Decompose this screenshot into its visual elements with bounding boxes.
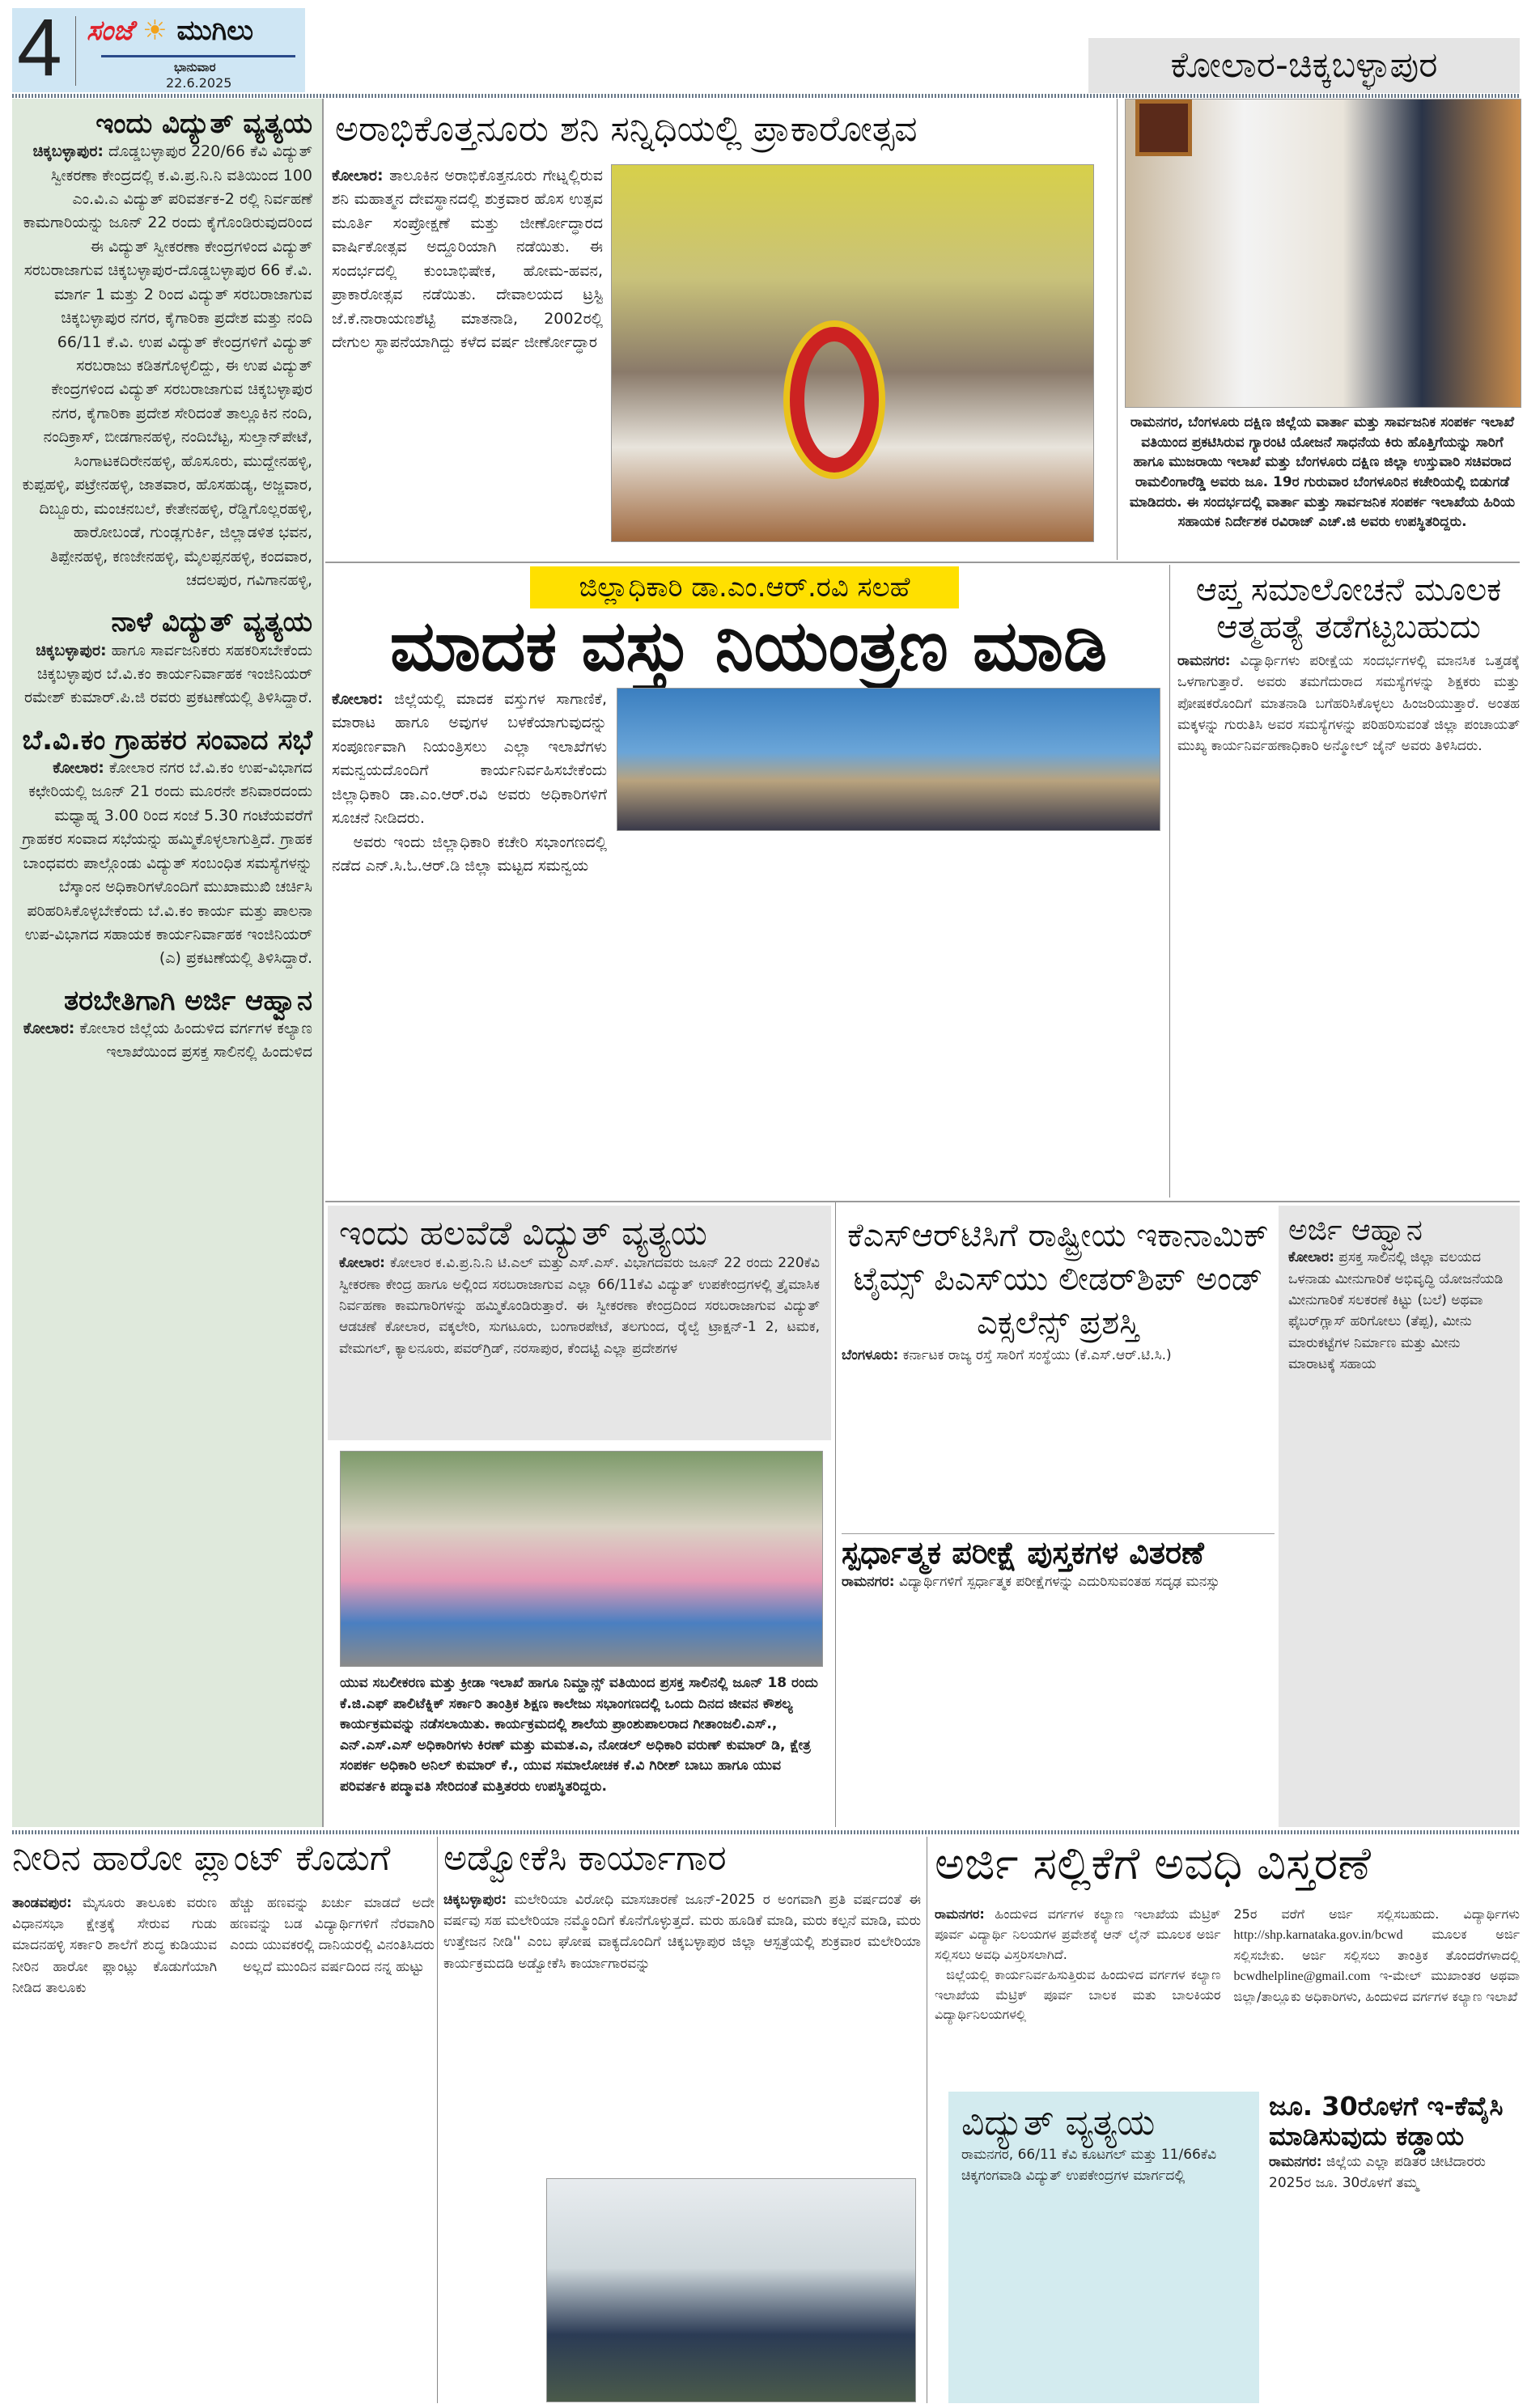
- article-body: ಕೋಲಾರ ಕ.ವಿ.ಪ್ರ.ನಿ.ನಿ ಟಿ.ಎಲ್ ಮತ್ತು ಎಸ್.ಎಸ್. ವಿಭಾಗದವರು ಜೂನ್ 22 ರಂದು 220ಕೆವಿ ಸ್ವೀಕರಣಾ ಕೇಂದ್ರ ಹಾಗೂ ಅಲ್ಲಿಂದ ಸರಬರಾಜಾಗುವ ಎಲ್ಲಾ 66/11ಕೆವಿ ವಿದ್ಯುತ್ ಉಪಕೇಂದ್ರಗಳಲ್ಲಿ ತ್ರೈಮಾಸಿಕ ನಿರ್ವಹಣಾ ಕಾಮಗಾರಿಗಳನ್ನು ಹಮ್ಮಿಕೊಂಡಿರುತ್ತಾರೆ. ಈ ಸ್ವೀಕರಣಾ ಕೇಂದ್ರದಿಂದ ಸರಬರಾಜಾಗುವ ವಿದ್ಯುತ್ ಆಡಚಣೆ ಕೋಲಾರ, ವಕ್ಕಲೇರಿ, ಸುಗಟೂರು, ಬಂಗಾರಪೇಟೆ, ತಲಗುಂದ, ರೈಲ್ವೆ ಟ್ರಾಕ್ಷನ್-1 2, ಟಮಕ, ವೇಮಗಲ್, ಕ್ಯಾಲನೂರು, ಪವರ್‌ಗ್ರಿಡ್, ನರಸಾಪುರ, ಕೆಂದಟ್ಟಿ ಎಲ್ಲಾ ಪ್ರದೇಶಗಳ: [339, 1255, 821, 1357]
- bottom-divider: [12, 1830, 1520, 1834]
- dateline: ಕೋಲಾರ:: [1288, 1249, 1334, 1266]
- life-skills-group-photo: [340, 1451, 823, 1667]
- article-body: ರಾಮನಗರ, 66/11 ಕೆವಿ ಕೂಟಗಲ್ ಮತ್ತು 11/66ಕೆವಿ ಚಿಕ್ಕಗಂಗವಾಡಿ ವಿದ್ಯುತ್ ಉಪಕೇಂದ್ರಗಳ ಮಾರ್ಗದಲ್ಲಿ: [961, 2146, 1217, 2184]
- section-title: ಕೋಲಾರ-ಚಿಕ್ಕಬಳ್ಳಾಪುರ: [1170, 45, 1438, 86]
- helpline-email-link[interactable]: bcwdhelpline@gmail.com: [1233, 1969, 1371, 1983]
- dateline: ಕೋಲಾರ:: [53, 758, 104, 777]
- workshop-photo: [546, 2178, 916, 2402]
- guarantee-booklet-release: [1125, 99, 1520, 560]
- article-power-cut-today: [22, 108, 312, 592]
- page-number-divider: [75, 16, 76, 86]
- headline: ಇಂದು ಹಲವೆಡೆ ವಿದ್ಯುತ್ ವ್ಯತ್ಯಯ: [339, 1213, 707, 1253]
- article-body: ಹಾಗೂ ಸಾರ್ವಜನಿಕರು ಸಹಕರಿಸಬೇಕೆಂದು ಚಿಕ್ಕಬಳ್ಳಾಪುರ ಬೆ.ವಿ.ಕಂ ಕಾರ್ಯನಿರ್ವಾಹಕ ಇಂಜಿನಿಯರ್ ರಮೇಶ್ ಕುಮಾರ್.ಪಿ.ಜಿ ರವರು ಪ್ರಕಟಣೆಯಲ್ಲಿ ತಿಳಿಸಿದ್ದಾರೆ.: [23, 641, 312, 707]
- photo-caption: ರಾಮನಗರ, ಬೆಂಗಳೂರು ದಕ್ಷಿಣ ಜಿಲ್ಲೆಯ ವಾರ್ತಾ ಮತ್ತು ಸಾರ್ವಜನಿಕ ಸಂಪರ್ಕ ಇಲಾಖೆ ವತಿಯಿಂದ ಪ್ರಕಟಿಸಿರುವ ಗ್ಯಾರಂಟಿ ಯೋಜನೆ ಸಾಧನೆಯ ಕಿರು ಹೊತ್ತಿಗೆಯನ್ನು ಸಾರಿಗೆ ಹಾಗೂ ಮುಜರಾಯಿ ಇಲಾಖೆ ಮತ್ತು ಬೆಂಗಳೂರು ದಕ್ಷಿಣ ಜಿಲ್ಲಾ ಉಸ್ತುವಾರಿ ಸಚಿವರಾದ ರಾಮಲಿಂಗಾರೆಡ್ಡಿ ಅವರು ಜೂ. 19ರ ಗುರುವಾರ ಬೆಂಗಳೂರಿನ ಕಚೇರಿಯಲ್ಲಿ ಬಿಡುಗಡೆ ಮಾಡಿದರು. ಈ ಸಂದರ್ಭದಲ್ಲಿ ವಾರ್ತಾ ಮತ್ತು ಸಾರ್ವಜನಿಕ ಸಂಪರ್ಕ ಇಲಾಖೆಯ ಹಿರಿಯ ಸಹಾಯಕ ನಿರ್ದೇಶಕ ರವಿರಾಜ್ ಎಚ್.ಜಿ ಅವರು ಉಪಸ್ಥಿತರಿದ್ದರು.: [1129, 414, 1516, 531]
- sun-icon: ☀: [142, 15, 168, 47]
- temple-ceremony-photo: [611, 164, 1094, 542]
- dateline: ತಾಂಡವಪುರ:: [12, 1894, 72, 1911]
- headline: ನಾಳೆ ವಿದ್ಯುತ್ ವ್ಯತ್ಯಯ: [111, 606, 312, 639]
- article-temple-festival: [332, 101, 1109, 558]
- article-body: ಜಿಲ್ಲೆಯ ಎಲ್ಲಾ ಪಡಿತರ ಚೀಟಿದಾರರು 2025ರ ಜೂ. 30ರೊಳಗೆ ತಮ್ಮ: [1269, 2153, 1486, 2191]
- dateline: ರಾಮನಗರ:: [1269, 2153, 1322, 2170]
- dateline: ಕೋಲಾರ:: [339, 1255, 385, 1272]
- dateline: ಕೋಲಾರ:: [23, 1019, 75, 1037]
- logo-underline: [101, 55, 295, 57]
- headline: ಅರ್ಜಿ ಆಹ್ವಾನ: [1288, 1214, 1423, 1247]
- top-divider: [12, 94, 1520, 98]
- logo-word-1: ಸಂಜೆ: [87, 15, 134, 47]
- article-body-continued: ಅಲ್ಲದೆ ಮುಂದಿನ ವರ್ಷದಿಂದ ನನ್ನ ಹುಟ್ಟು: [243, 1958, 425, 1975]
- article-ramanagara-power-cut: [948, 2092, 1259, 2403]
- article-body: ಪ್ರಸಕ್ತ ಸಾಲಿನಲ್ಲಿ ಜಿಲ್ಲಾ ವಲಯದ ಒಳನಾಡು ಮೀನುಗಾರಿಕೆ ಅಭಿವೃದ್ಧಿ ಯೋಜನೆಯಡಿ ಮೀನುಗಾರಿಕೆ ಸಲಕರಣೆ ಕಿಟ್ಟು (ಬಲೆ) ಅಥವಾ ಫೈಬರ್‌ಗ್ಲಾಸ್ ಹರಿಗೋಲು (ತೆಪ್ಪ), ಮೀನು ಮಾರುಕಟ್ಟೆಗಳ ನಿರ್ಮಾಣ ಮತ್ತು ಮೀನು ಮಾರಾಟಕ್ಕೆ ಸಹಾಯ: [1288, 1249, 1504, 1373]
- dateline: ಬೆಂಗಳೂರು:: [842, 1347, 899, 1363]
- article-applications-invited: [1279, 1206, 1520, 1827]
- logo-word-2: ಮುಗಿಲು: [176, 15, 254, 47]
- article-body: ಕೋಲಾರ ನಗರ ಬೆ.ವಿ.ಕಂ ಉಪ-ವಿಭಾಗದ ಕಛೇರಿಯಲ್ಲಿ ಜೂನ್ 21 ರಂದು ಮೂರನೇ ಶನಿವಾರದಂದು ಮಧ್ಯಾಹ್ನ 3.00 ರಿಂದ ಸಂಜೆ 5.30 ಗಂಟೆಯವರೆಗೆ ಗ್ರಾಹಕರ ಸಂವಾದ ಸಭೆಯನ್ನು ಹಮ್ಮಿಕೊಳ್ಳಲಾಗುತ್ತಿದೆ. ಗ್ರಾಹಕ ಬಾಂಧವರು ಪಾಲ್ಗೊಂಡು ವಿದ್ಯುತ್ ಸಂಬಂಧಿತ ಸಮಸ್ಯೆಗಳನ್ನು ಬೆಸ್ಕಾಂನ ಅಧಿಕಾರಿಗಳೊಂದಿಗೆ ಮುಖಾಮುಖಿ ಚರ್ಚಿಸಿ ಪರಿಹರಿಸಿಕೊಳ್ಳಬೇಕೆಂದು ಬೆ.ವಿ.ಕಂ ಕಾರ್ಯ ಮತ್ತು ಪಾಲನಾ ಉಪ-ವಿಭಾಗದ ಸಹಾಯಕ ಕಾರ್ಯನಿರ್ವಾಹಕ ಇಂಜಿನಿಯರ್ (ಎ) ಪ್ರಕಟಣೆಯಲ್ಲಿ ತಿಳಿಸಿದ್ದಾರೆ.: [22, 758, 312, 968]
- article-body: ಮೈಸೂರು ತಾಲೂಕು ವರುಣ ವಿಧಾನಸಭಾ ಕ್ಷೇತ್ರಕ್ಕೆ ಸೇರುವ ಗುಡು ಮಾದನಹಳ್ಳಿ ಸರ್ಕಾರಿ ಶಾಲೆಗೆ ಶುದ್ಧ ಕುಡಿಯುವ ನೀರಿನ ಹಾರೋ ಪ್ಲಾಂಟ್ಲು ಕೊಡುಗೆಯಾಗಿ ನೀಡಿದ ತಾಲೂಕು: [12, 1894, 217, 1996]
- article-exam-books: [842, 1536, 1275, 1827]
- date: 22.6.2025: [166, 75, 232, 91]
- headline: ಮಾದಕ ವಸ್ತು ನಿಯಂತ್ರಣ ಮಾಡಿ: [389, 606, 1108, 687]
- lead-article-drug-control: [332, 565, 1165, 1198]
- article-deadline-extension: ಅರ್ಜಿ ಸಲ್ಲಿಕೆಗೆ ಅವಧಿ ವಿಸ್ತರಣೆ ರಾಮನಗರ: ಹಿಂದುಳಿದ ವರ್ಗಗಳ ಕಲ್ಯಾಣ ಇಲಾಖೆಯ ಮೆಟ್ರಿಕ್ ಪೂರ್ವ ವಿದ್ಯಾರ್ಥಿ ನಿಲಯಗಳ ಪ್ರವೇಶಕ್ಕೆ ಆನ್ ಲೈನ್ ಮೂಲಕ ಅರ್ಜಿ ಸಲ್ಲಿಸಲು ಅವಧಿ ವಿಸ್ತರಿಸಲಾಗಿದೆ. ಜಿಲ್ಲೆಯಲ್ಲಿ ಕಾರ್ಯನಿರ್ವಹಿಸುತ್ತಿರುವ ಹಿಂದುಳಿದ ವರ್ಗಗಳ ಕಲ್ಯಾಣ ಇಲಾಖೆಯ ಮೆಟ್ರಿಕ್ ಪೂರ್ವ ಬಾಲಕ ಮತು ಬಾಲಕಿಯರ ವಿದ್ಯಾರ್ಥಿನಿಲಯಗಳಲ್ಲಿ 25ರ ವರೆಗೆ ಅರ್ಜಿ ಸಲ್ಲಿಸಬಹುದು. ವಿದ್ಯಾರ್ಥಿಗಳು http://shp.karnataka.gov.in/bcwd ಮೂಲಕ ಅರ್ಜಿ ಸಲ್ಲಿಸಬೇಕು. ಅರ್ಜಿ ಸಲ್ಲಿಸಲು ತಾಂತ್ರಿಕ ತೊಂದರೆಗಳಾದಲ್ಲಿ bcwdhelpline@gmail.com ಇ-ಮೇಲ್ ಮುಖಾಂತರ ಅಥವಾ ಜಿಲ್ಲಾ/ತಾಲ್ಲೂಕು ಅಧಿಕಾರಿಗಳು, ಹಿಂದುಳಿದ ವರ್ಗಗಳ ಕಲ್ಯಾಣ ಇಲಾಖೆ: [935, 1838, 1521, 2023]
- application-url-link[interactable]: http://shp.karnataka.gov.in/bcwd: [1233, 1928, 1403, 1943]
- article-body: ಹಿಂದುಳಿದ ವರ್ಗಗಳ ಕಲ್ಯಾಣ ಇಲಾಖೆಯ ಮೆಟ್ರಿಕ್ ಪೂರ್ವ ವಿದ್ಯಾರ್ಥಿ ನಿಲಯಗಳ ಪ್ರವೇಶಕ್ಕೆ ಆನ್ ಲೈನ್ ಮೂಲಕ ಅರ್ಜಿ ಸಲ್ಲಿಸಲು ಅವಧಿ ವಿಸ್ತರಿಸಲಾಗಿದೆ.: [935, 1906, 1221, 1962]
- kicker: ಜಿಲ್ಲಾಧಿಕಾರಿ ಡಾ.ಎಂ.ಆರ್.ರವಿ ಸಲಹೆ: [530, 566, 959, 608]
- dateline: ಚಿಕ್ಕಬಳ್ಳಾಪುರ:: [32, 142, 104, 161]
- article-power-cut-tomorrow: [22, 607, 312, 710]
- article-body: ದೊಡ್ಡಬಳ್ಳಾಪುರ 220/66 ಕೆವಿ ವಿದ್ಯುತ್ ಸ್ವೀಕರಣಾ ಕೇಂದ್ರದಲ್ಲಿ ಕ.ವಿ.ಪ್ರ.ನಿ.ನಿ ವತಿಯಿಂದ 100 ಎಂ.ವಿ.ಎ ವಿದ್ಯುತ್ ಪರಿವರ್ತಕ-2 ರಲ್ಲಿ ನಿರ್ವಹಣೆ ಕಾಮಗಾರಿಯನ್ನು ಜೂನ್ 22 ರಂದು ಕೈಗೊಂಡಿರುವುದರಿಂದ ಈ ವಿದ್ಯುತ್ ಸ್ವೀಕರಣಾ ಕೇಂದ್ರಗಳಿಂದ ವಿದ್ಯುತ್ ಸರಬರಾಜಾಗುವ ಚಿಕ್ಕಬಳ್ಳಾಪುರ-ದೊಡ್ಡಬಳ್ಳಾಪುರ 66 ಕೆ.ವಿ. ಮಾರ್ಗ 1 ಮತ್ತು 2 ರಿಂದ ವಿದ್ಯುತ್ ಸರಬರಾಜಾಗುವ ಚಿಕ್ಕಬಳ್ಳಾಪುರ ನಗರ, ಕೈಗಾರಿಕಾ ಪ್ರದೇಶ ಮತ್ತು ನಂದಿ 66/11 ಕೆ.ವಿ. ಉಪ ವಿದ್ಯುತ್ ಕೇಂದ್ರಗಳಿಗೆ ವಿದ್ಯುತ್ ಸರಬರಾಜು ಕಡಿತಗೊಳ್ಳಲಿದ್ದು, ಈ ಉಪ ವಿದ್ಯುತ್ ಕೇಂದ್ರಗಳಿಂದ ವಿದ್ಯುತ್ ಸರಬರಾಜಾಗುವ ಚಿಕ್ಕಬಳ್ಳಾಪುರ ನಗರ, ಕೈಗಾರಿಕಾ ಪ್ರದೇಶ ಸೇರಿದಂತೆ ತಾಲ್ಲೂಕಿನ ನಂದಿ, ನಂದಿಕ್ರಾಸ್, ಬೀಡಗಾನಹಳ್ಳಿ, ನಂದಿಬೆಟ್ಟ, ಸುಲ್ತಾನ್‌ಪೇಟೆ, ಸಿಂಗಾಟಕದಿರೇನಹಳ್ಳಿ, ಹೊಸೂರು, ಮುದ್ದೇನಹಳ್ಳಿ, ಕುಪ್ಪಹಳ್ಳಿ, ಪಟ್ರೇನಹಳ್ಳಿ, ಜಾತವಾರ, ಹೊಸಹುಡ್ಯ, ಅಜ್ಜವಾರ, ದಿಬ್ಬೂರು, ಮಂಚನಬಲೆ, ಕೇತೇನಹಳ್ಳಿ, ರೆಡ್ಡಿಗೊಲ್ಲರಹಳ್ಳಿ, ಹಾರೋಬಂಡೆ, ಗುಂಡ್ಲಗುರ್ಕಿ, ಜಿಲ್ಲಾಡಳಿತ ಭವನ, ತಿಪ್ಪೇನಹಳ್ಳಿ, ಕಣಜೇನಹಳ್ಳಿ, ಮೈಲಪ್ಪನಹಳ್ಳಿ, ಕಂದವಾರ, ಚದಲಪುರ, ಗವಿಗಾನಹಳ್ಳಿ,: [22, 142, 312, 589]
- minister-booklet-photo: [1125, 99, 1521, 408]
- headline: ಅರಾಭಿಕೊತ್ತನೂರು ಶನಿ ಸನ್ನಿಧಿಯಲ್ಲಿ ಪ್ರಾಕಾರೋತ್ಸವ: [335, 108, 918, 150]
- article-body: ಮಲೇರಿಯಾ ವಿರೋಧಿ ಮಾಸಚಾರಣೆ ಜೂನ್-2025 ರ ಅಂಗವಾಗಿ ಪ್ರತಿ ವರ್ಷದಂತೆ ಈ ವರ್ಷವು ಸಹ ಮಲೇರಿಯಾ ನಮ್ಮೊಂದಿಗೆ ಕೊನೆಗೊಳ್ಳುತ್ತದೆ. ಮರು ಹೂಡಿಕೆ ಮಾಡಿ, ಮರು ಕಲ್ಪನೆ ಮಾಡಿ, ಮರು ಉತ್ತೇಜನ ನೀಡಿ'' ಎಂಬ ಘೋಷ ವಾಕ್ಯದೊಂದಿಗೆ ಚಿಕ್ಕಬಳ್ಳಾಪುರ ಜಿಲ್ಲಾ ಆಸ್ಪತ್ರೆಯಲ್ಲಿ ಶುಕ್ರವಾರ ಮಲೇರಿಯಾ ಕಾರ್ಯಕ್ರಮದಡಿ ಅಡ್ವೋಕೆಸಿ ಕಾರ್ಯಾಗಾರವನ್ನು: [443, 1891, 922, 1972]
- article-body-continued: ಹೆಚ್ಚು ಹಣವನ್ನು ಖರ್ಚು ಮಾಡದೆ ಅದೇ ಹಣವನ್ನು ಬಡ ವಿದ್ಯಾರ್ಥಿಗಳಿಗೆ ನೆರವಾಗಿರಿ ಎಂದು ಯುವಕರಲ್ಲಿ ದಾನಿಯರಲ್ಲಿ ವಿನಂತಿಸಿದರು: [230, 1894, 435, 1954]
- article-ekyc-deadline: [1269, 2092, 1520, 2403]
- section-divider: [325, 1201, 1520, 1202]
- dateline: ರಾಮನಗರ:: [935, 1906, 985, 1923]
- section-divider: [325, 562, 1520, 563]
- article-body: ಜಿಲ್ಲೆಯಲ್ಲಿ ಮಾದಕ ವಸ್ತುಗಳ ಸಾಗಾಣಿಕೆ, ಮಾರಾಟ ಹಾಗೂ ಅವುಗಳ ಬಳಕೆಯಾಗುವುದನ್ನು ಸಂಪೂರ್ಣವಾಗಿ ನಿಯಂತ್ರಿಸಲು ಎಲ್ಲಾ ಇಲಾಖೆಗಳು ಸಮನ್ವಯದೊಂದಿಗೆ ಕಾರ್ಯನಿರ್ವಹಿಸಬೇಕೆಂದು ಜಿಲ್ಲಾಧಿಕಾರಿ ಡಾ.ಎಂ.ಆರ್.ರವಿ ಅವರು ಅಧಿಕಾರಿಗಳಿಗೆ ಸೂಚನೆ ನೀಡಿದರು.: [332, 690, 607, 828]
- dateline: ರಾಮನಗರ:: [1177, 653, 1231, 669]
- column-divider: [835, 1202, 836, 1827]
- article-training-applications: [22, 986, 312, 1065]
- article-body: ವಿದ್ಯಾರ್ಥಿಗಳು ಪರೀಕ್ಷೆಯ ಸಂದರ್ಭಗಳಲ್ಲಿ ಮಾನಸಿಕ ಒತ್ತಡಕ್ಕೆ ಒಳಗಾಗುತ್ತಾರೆ. ಅವರು ತಮಗೆದುರಾದ ಸಮಸ್ಯೆಗಳನ್ನು ಶಿಕ್ಷಕರು ಮತ್ತು ಪೋಷಕರೊಂದಿಗೆ ಮಾತನಾಡಿ ಬಗೆಹರಿಸಿಕೊಳ್ಳಲು ಹಿಂಜರಿಯುತ್ತಾರೆ. ಅಂತಹ ಮಕ್ಕಳನ್ನು ಗುರುತಿಸಿ ಅವರ ಸಮಸ್ಯೆಗಳನ್ನು ಪರಿಹರಿಸುವಂತೆ ಜಿಲ್ಲಾ ಪಂಚಾಯತ್ ಮುಖ್ಯ ಕಾರ್ಯನಿರ್ವಹಣಾಧಿಕಾರಿ ಅನ್ಮೋಲ್ ಜೈನ್ ಅವರು ತಿಳಿಸಿದರು.: [1177, 653, 1520, 755]
- gray-box: [328, 1206, 831, 1440]
- article-body: ಕೋಲಾರ ಜಿಲ್ಲೆಯ ಹಿಂದುಳಿದ ವರ್ಗಗಳ ಕಲ್ಯಾಣ ಇಲಾಖೆಯಿಂದ ಪ್ರಸಕ್ತ ಸಾಲಿನಲ್ಲಿ ಹಿಂದುಳಿದ: [79, 1019, 312, 1062]
- garland-decoration: [790, 327, 879, 473]
- article-body-continued: ಅವರು ಇಂದು ಜಿಲ್ಲಾಧಿಕಾರಿ ಕಚೇರಿ ಸಭಾಂಗಣದಲ್ಲಿ ನಡೆದ ಎನ್.ಸಿ.ಓ.ಆರ್.ಡಿ ಜಿಲ್ಲಾ ಮಟ್ಟದ ಸಮನ್ವಯ: [332, 833, 607, 875]
- headline: ಸ್ಪರ್ಧಾತ್ಮಕ ಪರೀಕ್ಷೆ ಪುಸ್ತಕಗಳ ವಿತರಣೆ: [842, 1535, 1204, 1571]
- headline: ಜೂ. 30ರೊಳಗೆ ಇ-ಕೆವೈಸಿ ಮಾಡಿಸುವುದು ಕಡ್ಡಾಯ: [1269, 2091, 1504, 2152]
- portrait-frame: [1135, 100, 1192, 156]
- article-body-continued: ಜಿಲ್ಲೆಯಲ್ಲಿ ಕಾರ್ಯನಿರ್ವಹಿಸುತ್ತಿರುವ ಹಿಂದುಳಿದ ವರ್ಗಗಳ ಕಲ್ಯಾಣ ಇಲಾಖೆಯ ಮೆಟ್ರಿಕ್ ಪೂರ್ವ ಬಾಲಕ ಮತು ಬಾಲಕಿಯರ ವಿದ್ಯಾರ್ಥಿನಿಲಯಗಳಲ್ಲಿ: [935, 1966, 1221, 2023]
- article-counselling: [1177, 565, 1520, 1198]
- article-body: ತಾಲೂಕಿನ ಅರಾಭಿಕೊತ್ತನೂರು ಗೇಟ್ನಲ್ಲಿರುವ ಶನಿ ಮಹಾತ್ಮನ ದೇವಸ್ಥಾನದಲ್ಲಿ ಶುಕ್ರವಾರ ಹೊಸ ಉತ್ಸವ ಮೂರ್ತಿ ಸಂಪ್ರೋಕ್ಷಣೆ ಮತ್ತು ಜೀರ್ಣೋದ್ಧಾರದ ವಾರ್ಷಿಕೋತ್ಸವ ಅದ್ದೂರಿಯಾಗಿ ನಡೆಯಿತು. ಈ ಸಂದರ್ಭದಲ್ಲಿ ಕುಂಬಾಭಿಷೇಕ, ಹೋಮ-ಹವನ, ಪ್ರಾಕಾರೋತ್ಸವ ನಡೆಯಿತು. ದೇವಾಲಯದ ಟ್ರಸ್ಟಿ ಜೆ.ಕೆ.ನಾರಾಯಣಶೆಟ್ಟಿ ಮಾತನಾಡಿ, 2002ರಲ್ಲಿ ದೇಗುಲ ಸ್ಥಾಪನೆಯಾಗಿದ್ದು ಕಳೆದ ವರ್ಷ ಜೀರ್ಣೋದ್ಧಾರ: [332, 167, 603, 352]
- article-power-cut-various: [328, 1206, 831, 1827]
- headline: ಅರ್ಜಿ ಸಲ್ಲಿಕೆಗೆ ಅವಧಿ ವಿಸ್ತರಣೆ: [935, 1838, 1372, 1890]
- headline: ನೀರಿನ ಹಾರೋ ಪ್ಲಾಂಟ್ ಕೊಡುಗೆ: [12, 1838, 391, 1879]
- headline: ತರಬೇತಿಗಾಗಿ ಅರ್ಜಿ ಆಹ್ವಾನ: [64, 984, 312, 1017]
- column-divider: [437, 1837, 438, 2403]
- dateline: ಚಿಕ್ಕಬಳ್ಳಾಪುರ:: [36, 641, 107, 659]
- dateline: ಚಿಕ್ಕಬಳ್ಳಾಪುರ:: [443, 1891, 507, 1908]
- article-body: ವಿದ್ಯಾರ್ಥಿಗಳಿಗೆ ಸ್ಪರ್ಧಾತ್ಮಕ ಪರೀಕ್ಷೆಗಳನ್ನು ಎದುರಿಸುವಂತಹ ಸದೃಢ ಮನಸ್ಸು: [899, 1573, 1220, 1590]
- weekday: ಭಾನುವಾರ: [174, 60, 216, 74]
- left-column: [12, 99, 324, 1827]
- meeting-officials-photo: [617, 688, 1160, 831]
- page-number: 4: [17, 2, 62, 93]
- article-water-plant: [12, 1838, 435, 2405]
- masthead: [12, 2, 305, 93]
- headline: ಅಡ್ವೋಕೆಸಿ ಕಾರ್ಯಾಗಾರ: [443, 1838, 727, 1879]
- section-title-banner: [1088, 38, 1520, 93]
- article-ksrtc-award: [842, 1206, 1275, 1533]
- headline: ಬೆ.ವಿ.ಕಂ ಗ್ರಾಹಕರ ಸಂವಾದ ಸಭೆ: [22, 723, 312, 757]
- article-body: ಕರ್ನಾಟಕ ರಾಜ್ಯ ರಸ್ತೆ ಸಾರಿಗೆ ಸಂಸ್ಥೆಯು (ಕೆ.ಎಸ್.ಆರ್.ಟಿ.ಸಿ.): [902, 1347, 1172, 1363]
- article-consumer-meeting: [22, 725, 312, 971]
- article-advocacy-workshop: [443, 1838, 921, 2405]
- dateline: ಕೋಲಾರ:: [332, 167, 384, 184]
- headline: ಇಂದು ವಿದ್ಯುತ್ ವ್ಯತ್ಯಯ: [95, 108, 312, 140]
- section-divider: [842, 1533, 1275, 1534]
- column-divider: [1169, 565, 1170, 1198]
- headline: ವಿದ್ಯುತ್ ವ್ಯತ್ಯಯ: [961, 2102, 1156, 2143]
- dateline: ಕೋಲಾರ:: [332, 690, 384, 708]
- photo-caption: ಯುವ ಸಬಲೀಕರಣ ಮತ್ತು ಕ್ರೀಡಾ ಇಲಾಖೆ ಹಾಗೂ ನಿಮ್ಹಾನ್ಸ್ ವತಿಯಿಂದ ಪ್ರಸಕ್ತ ಸಾಲಿನಲ್ಲಿ ಜೂನ್ 18 ರಂದು ಕೆ.ಜಿ.ಎಫ್ ಪಾಲಿಟೆಕ್ನಿಕ್ ಸರ್ಕಾರಿ ತಾಂತ್ರಿಕ ಶಿಕ್ಷಣ ಕಾಲೇಜು ಸಭಾಂಗಣದಲ್ಲಿ ಒಂದು ದಿನದ ಜೀವನ ಕೌಶಲ್ಯ ಕಾರ್ಯಕ್ರಮವನ್ನು ನಡೆಸಲಾಯಿತು. ಕಾರ್ಯಕ್ರಮದಲ್ಲಿ ಶಾಲೆಯ ಪ್ರಾಂಶುಪಾಲರಾದ ಗೀತಾಂಜಲಿ.ಎಸ್., ಎನ್.ಎಸ್.ಎಸ್ ಅಧಿಕಾರಿಗಳು ಕಿರಣ್ ಮತ್ತು ಮಮತ.ಎ, ನೋಡಲ್ ಅಧಿಕಾರಿ ವರುಣ್ ಕುಮಾರ್ ಡಿ, ಕ್ಷೇತ್ರ ಸಂಪರ್ಕ ಅಧಿಕಾರಿ ಅನಿಲ್ ಕುಮಾರ್ ಕೆ., ಯುವ ಸಮಾಲೋಚಕ ಕೆ.ವಿ ಗಿರೀಶ್ ಬಾಬು ಹಾಗೂ ಯುವ ಪರಿವರ್ತಕಿ ಪದ್ಮಾವತಿ ಸೇರಿದಂತೆ ಮತ್ತಿತರರು ಉಪಸ್ಥಿತರಿದ್ದರು.: [340, 1675, 818, 1795]
- paper-logo: [87, 15, 253, 47]
- headline: ಆಪ್ತ ಸಮಾಲೋಚನೆ ಮೂಲಕ ಆತ್ಮಹತ್ಯೆ ತಡೆಗಟ್ಟಬಹುದು: [1195, 571, 1502, 646]
- dateline: ರಾಮನಗರ:: [842, 1573, 895, 1590]
- headline: ಕೆಎಸ್‌ಆರ್‌ಟಿಸಿಗೆ ರಾಷ್ಟ್ರೀಯ ಇಕಾನಾಮಿಕ್ ಟೈಮ್ಸ್ ಪಿಎಸ್‌ಯು ಲೀಡರ್‌ಶಿಪ್ ಅಂಡ್ ಎಕ್ಸಲೆನ್ಸ್ ಪ್ರಶಸ್ತಿ: [847, 1217, 1269, 1342]
- column-divider: [1117, 99, 1118, 560]
